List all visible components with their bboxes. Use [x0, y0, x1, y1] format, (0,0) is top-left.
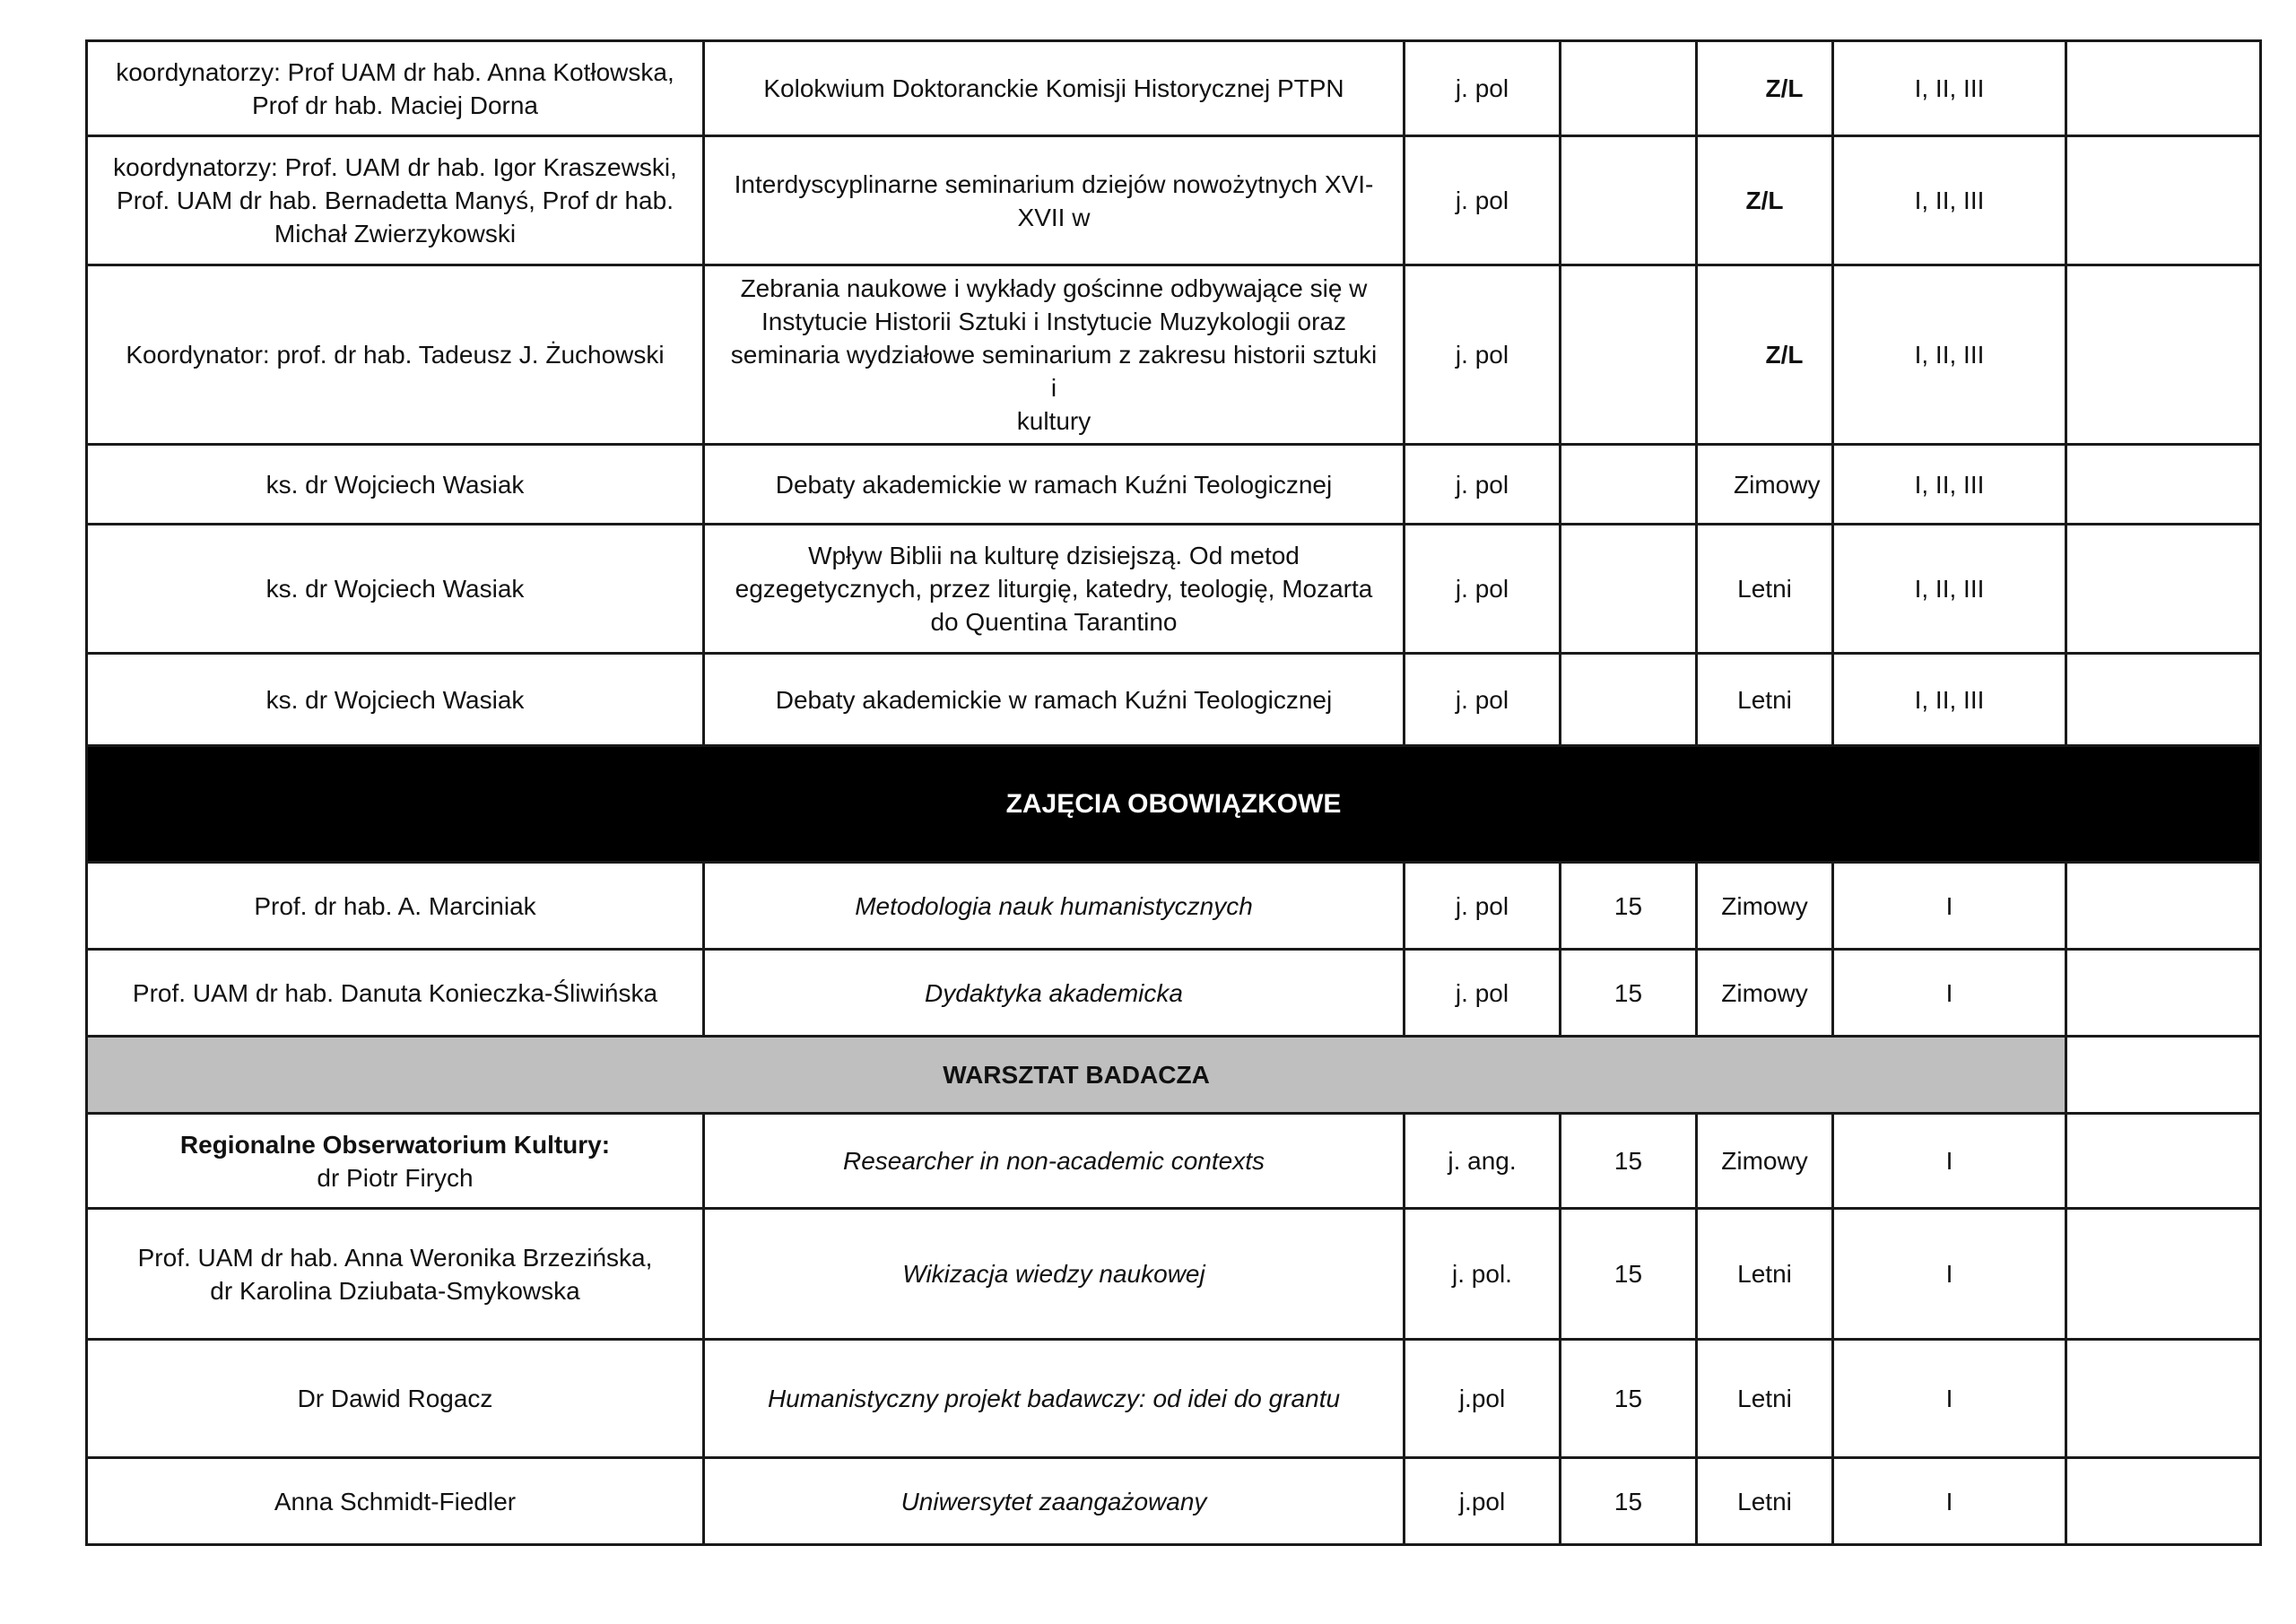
language-cell: j.pol [1405, 1458, 1561, 1545]
years-cell: I, II, III [1833, 654, 2066, 746]
language-cell: j.pol [1405, 1340, 1561, 1458]
table-row [87, 950, 2261, 1037]
table-row [87, 863, 2261, 950]
language-cell: j. pol [1405, 136, 1561, 265]
semester-cell: Zimowy [1697, 950, 1833, 1037]
section-title: ZAJĘCIA OBOWIĄZKOWE [87, 746, 2261, 863]
lecturer-cell: Dr Dawid Rogacz [87, 1340, 704, 1458]
years-cell: I, II, III [1833, 525, 2066, 654]
hours-cell: 15 [1561, 1209, 1697, 1340]
semester-cell: Letni [1697, 525, 1833, 654]
language-cell: j. pol. [1405, 1209, 1561, 1340]
extra-cell [2066, 136, 2261, 265]
extra-cell [2066, 950, 2261, 1037]
semester-cell: Z/L [1697, 265, 1833, 445]
years-cell: I [1833, 1340, 2066, 1458]
hours-cell [1561, 445, 1697, 525]
years-cell: I [1833, 1114, 2066, 1209]
language-cell: j. pol [1405, 525, 1561, 654]
semester-cell: Letni [1697, 1340, 1833, 1458]
section-header-mandatory [87, 746, 2261, 863]
course-cell: Debaty akademickie w ramach Kuźni Teologicznej [704, 445, 1405, 525]
course-cell: Wikizacja wiedzy naukowej [704, 1209, 1405, 1340]
semester-cell: Zimowy [1697, 1114, 1833, 1209]
course-cell: Kolokwium Doktoranckie Komisji Historycznej PTPN [704, 41, 1405, 136]
course-cell: Wpływ Biblii na kulturę dzisiejszą. Od metod egzegetycznych, przez liturgię, katedry, teologię, Mozarta do Quentina Tarantino [704, 525, 1405, 654]
extra-cell [2066, 863, 2261, 950]
extra-cell [2066, 41, 2261, 136]
extra-cell [2066, 1037, 2261, 1114]
course-table [85, 39, 2262, 1546]
hours-cell: 15 [1561, 1458, 1697, 1545]
semester-cell: Z/L [1697, 41, 1833, 136]
semester-cell: Letni [1697, 654, 1833, 746]
language-cell: j. pol [1405, 863, 1561, 950]
course-cell: Researcher in non-academic contexts [704, 1114, 1405, 1209]
language-cell: j. pol [1405, 445, 1561, 525]
section-header-workshop [87, 1037, 2261, 1114]
hours-cell [1561, 654, 1697, 746]
extra-cell [2066, 654, 2261, 746]
extra-cell [2066, 1340, 2261, 1458]
extra-cell [2066, 1209, 2261, 1340]
years-cell: I [1833, 950, 2066, 1037]
years-cell: I, II, III [1833, 41, 2066, 136]
lecturer-cell: ks. dr Wojciech Wasiak [87, 525, 704, 654]
course-cell: Humanistyczny projekt badawczy: od idei do grantu [704, 1340, 1405, 1458]
semester-cell: Zimowy [1697, 445, 1833, 525]
semester-cell: Letni [1697, 1209, 1833, 1340]
years-cell: I [1833, 863, 2066, 950]
language-cell: j. pol [1405, 950, 1561, 1037]
years-cell: I, II, III [1833, 445, 2066, 525]
course-cell: Zebrania naukowe i wykłady gościnne odbywające się w Instytucie Historii Sztuki i Instytucie Muzykologii oraz seminaria wydziałowe seminarium z zakresu historii sztuki i kultury [704, 265, 1405, 445]
extra-cell [2066, 445, 2261, 525]
course-cell: Dydaktyka akademicka [704, 950, 1405, 1037]
semester-cell: Z/L [1697, 136, 1833, 265]
course-cell: Uniwersytet zaangażowany [704, 1458, 1405, 1545]
lecturer-cell: Prof. UAM dr hab. Danuta Konieczka-Śliwińska [87, 950, 704, 1037]
hours-cell [1561, 265, 1697, 445]
table-row [87, 265, 2261, 445]
extra-cell [2066, 1458, 2261, 1545]
course-cell: Debaty akademickie w ramach Kuźni Teologicznej [704, 654, 1405, 746]
semester-cell: Zimowy [1697, 863, 1833, 950]
lecturer-cell: Anna Schmidt-Fiedler [87, 1458, 704, 1545]
table-row [87, 525, 2261, 654]
years-cell: I [1833, 1209, 2066, 1340]
hours-cell [1561, 41, 1697, 136]
lecturer-cell: Regionalne Obserwatorium Kultury: dr Piotr Firych [87, 1114, 704, 1209]
extra-cell [2066, 1114, 2261, 1209]
hours-cell: 15 [1561, 1340, 1697, 1458]
lecturer-cell: Prof. dr hab. A. Marciniak [87, 863, 704, 950]
years-cell: I, II, III [1833, 136, 2066, 265]
table-row [87, 654, 2261, 746]
lecturer-cell: koordynatorzy: Prof. UAM dr hab. Igor Kraszewski, Prof. UAM dr hab. Bernadetta Manyś, Prof dr hab. Michał Zwierzykowski [87, 136, 704, 265]
hours-cell: 15 [1561, 863, 1697, 950]
years-cell: I, II, III [1833, 265, 2066, 445]
language-cell: j. pol [1405, 265, 1561, 445]
hours-cell [1561, 525, 1697, 654]
section-title: WARSZTAT BADACZA [87, 1037, 2066, 1114]
language-cell: j. ang. [1405, 1114, 1561, 1209]
hours-cell: 15 [1561, 950, 1697, 1037]
lecturer-cell: Prof. UAM dr hab. Anna Weronika Brzezińska, dr Karolina Dziubata-Smykowska [87, 1209, 704, 1340]
years-cell: I [1833, 1458, 2066, 1545]
table-row [87, 41, 2261, 136]
course-cell: Interdyscyplinarne seminarium dziejów nowożytnych XVI- XVII w [704, 136, 1405, 265]
semester-cell: Letni [1697, 1458, 1833, 1545]
language-cell: j. pol [1405, 41, 1561, 136]
lecturer-cell: Koordynator: prof. dr hab. Tadeusz J. Żuchowski [87, 265, 704, 445]
lecturer-cell: koordynatorzy: Prof UAM dr hab. Anna Kotłowska, Prof dr hab. Maciej Dorna [87, 41, 704, 136]
lecturer-cell: ks. dr Wojciech Wasiak [87, 445, 704, 525]
course-cell: Metodologia nauk humanistycznych [704, 863, 1405, 950]
table-row [87, 1114, 2261, 1209]
language-cell: j. pol [1405, 654, 1561, 746]
lecturer-cell: ks. dr Wojciech Wasiak [87, 654, 704, 746]
extra-cell [2066, 265, 2261, 445]
table-row [87, 1458, 2261, 1545]
extra-cell [2066, 525, 2261, 654]
table-row [87, 445, 2261, 525]
table-row [87, 1340, 2261, 1458]
hours-cell: 15 [1561, 1114, 1697, 1209]
table-row [87, 1209, 2261, 1340]
hours-cell [1561, 136, 1697, 265]
table-row [87, 136, 2261, 265]
